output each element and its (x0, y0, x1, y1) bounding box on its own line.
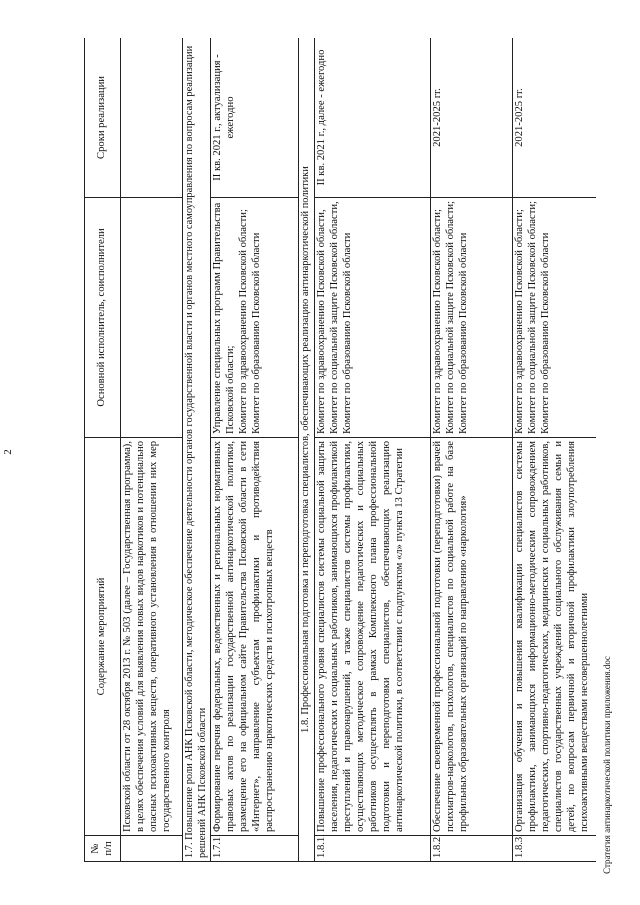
continuation-text: Псковской области от 28 октября 2013 г. № 503 (далее – Государственная программа), в целях обеспечения условий для выявления новых видов наркотиков и потенциально опасных психоактивных веществ, оперативного установления в отношении них мер государственного контроля (121, 438, 183, 836)
header-term: Сроки реализации (85, 38, 121, 198)
row-content: Формирование перечня федеральных, ведомственных и региональных нормативных правовых актов по реализации государственной антинаркотической политики, размещение его на официальном сайте Правительства Псковской области в сети «Интернет», направление субъектам профилактики и противодействия распространению наркотических средств и психотропных веществ (211, 438, 299, 836)
section-row (183, 38, 211, 862)
section-heading-18: 1.8. Профессиональная подготовка и переподготовка специалистов, обеспечивающих реализацию антинаркотической политики (299, 38, 315, 862)
executor-line: Комитет по здравоохранению Псковской области; (238, 209, 250, 434)
executor-line: Комитет по социальной защите Псковской области; (527, 201, 539, 434)
table-row (121, 38, 183, 862)
row-term: II кв. 2021 г., далее - ежегодно (315, 38, 431, 198)
executor-line: Комитет по образованию Псковской области (251, 232, 263, 434)
row-term: 2021-2025 гг. (513, 38, 596, 198)
row-number: 1.8.1. (315, 836, 431, 862)
executor-line: Комитет по образованию Псковской области (540, 232, 552, 434)
row-content: Повышение профессионального уровня специалистов системы социальной защиты населения, педагогических и социальных работников, занимающихся профилактикой преступлений и правонарушений, а также специалистов системы профилактики, осуществляющих методическое сопровождение педагогических и социальных работников осуществлять в рамках Комплексного плана профессиональной подготовки и переподготовки специалистов, обеспечивающих реализацию антинаркотической политики, в соответствии с подпунктом «л» пункта 13 Стратегии (315, 438, 431, 836)
section-row (299, 38, 315, 862)
executor-line: Комитет по здравоохранению Псковской области; (432, 209, 444, 434)
row-content: Организация обучения и повышения квалификации специалистов системы профилактики, занимающихся информационно-методическим сопровождением педагогических, спортивно-педагогических, медицинских и социальных работников, специалистов государственных учреждений социального обслуживания семьи и детей, по вопросам первичной и вторичной профилактики злоупотребления психоактивными веществами несовершеннолетними (513, 438, 596, 836)
header-executor: Основной исполнитель, соисполнители (85, 198, 121, 438)
executor-line: Комитет по социальной защите Псковской области; (445, 201, 457, 434)
page-number: 2 (2, 449, 14, 455)
row-term: 2021-2025 гг. (431, 38, 513, 198)
row-term: II кв. 2021 г., актуализация - ежегодно (211, 38, 299, 198)
row-executor (513, 198, 596, 438)
document-filename: Стратегия антинаркотической политики приложения.doc (602, 656, 612, 874)
row-content: Обеспечение своевременной профессиональной подготовки (переподготовки) врачей психиатров-наркологов, психологов, специалистов по социальной работе на базе профильных образовательных организаций по направлению «наркология» (431, 438, 513, 836)
executor-line: Комитет по здравоохранению Псковской области, Комитет по социальной защите Псковской области, Комитет по образованию Псковской области (316, 201, 354, 434)
row-executor (315, 198, 431, 438)
table-row (315, 38, 431, 862)
row-number: 1.7.1. (211, 836, 299, 862)
table-row (513, 38, 596, 862)
executor-line: Комитет по здравоохранению Псковской области; (514, 209, 526, 434)
row-executor (211, 198, 299, 438)
executor-line: Комитет по образованию Псковской области (458, 232, 470, 434)
rotated-page (84, 38, 596, 862)
executor-line: Управление специальных программ Правительства Псковской области; (212, 202, 237, 434)
table-row (211, 38, 299, 862)
section-heading-17: 1.7. Повышение роли АНК Псковской области, методическое обеспечение деятельности органов государственной власти и органов местного самоуправления по вопросам реализации решений АНК Псковской области (183, 38, 211, 862)
table-row (431, 38, 513, 862)
table-header-row (85, 38, 121, 862)
measures-table (84, 38, 596, 862)
header-content: Содержание мероприятий (85, 438, 121, 836)
row-number: 1.8.3. (513, 836, 596, 862)
row-number: 1.8.2. (431, 836, 513, 862)
row-executor (431, 198, 513, 438)
rotated-page-container (84, 38, 596, 862)
header-number: № п/п (85, 836, 121, 862)
